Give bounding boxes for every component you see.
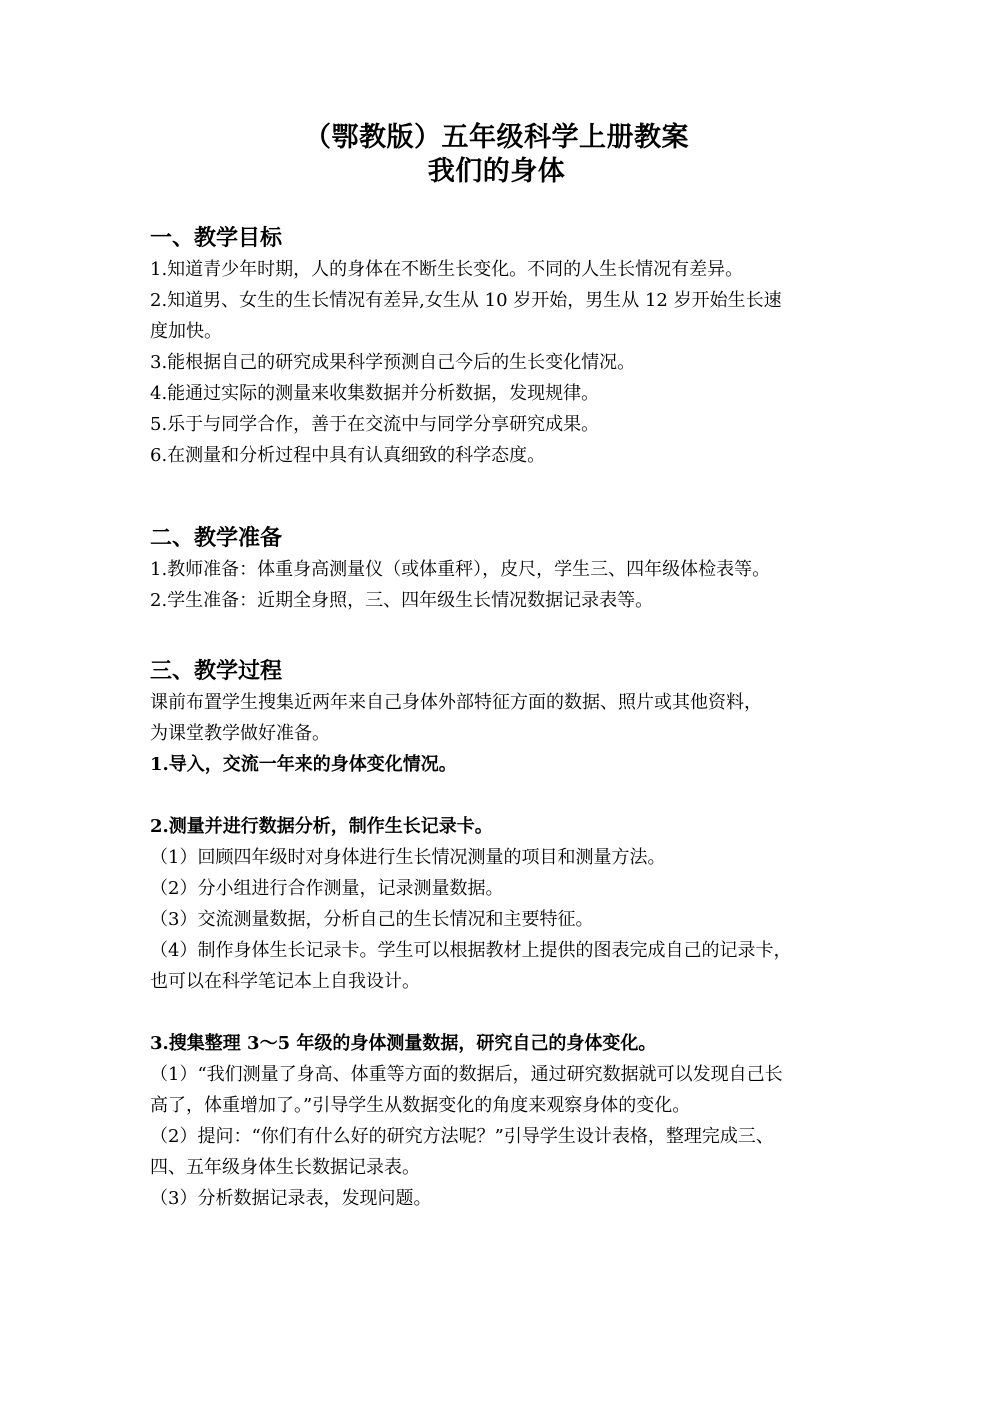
step-title: 2.测量并进行数据分析，制作生长记录卡。 (150, 816, 493, 837)
process-intro: 为课堂教学做好准备。 (150, 723, 330, 744)
step-item: （2）分小组进行合作测量，记录测量数据。 (150, 878, 504, 899)
prep-item: 1.教师准备：体重身高测量仪（或体重秤），皮尺，学生三、四年级体检表等。 (150, 559, 771, 580)
spacer (150, 780, 870, 811)
step-item: （1）“我们测量了身高、体重等方面的数据后，通过研究数据就可以发现自己长 (150, 1064, 783, 1085)
document-subtitle: 我们的身体 (427, 156, 566, 187)
process-intro: 课前布置学生搜集近两年来自己身体外部特征方面的数据、照片或其他资料， (150, 692, 762, 713)
goal-item: 4.能通过实际的测量来收集数据并分析数据，发现规律。 (150, 383, 600, 404)
goal-item: 2.知道男、女生的生长情况有差异,女生从 10 岁开始，男生从 12 岁开始生长速 (150, 290, 782, 311)
step-item: （3）分析数据记录表，发现问题。 (150, 1188, 432, 1209)
step-title: 3.搜集整理 3～5 年级的身体测量数据，研究自己的身体变化。 (150, 1033, 657, 1054)
section-teaching-goals (150, 222, 870, 471)
step-item: （3）交流测量数据，分析自己的生长情况和主要特征。 (150, 909, 594, 930)
document-title: （鄂教版）五年级科学上册教案 (304, 122, 689, 153)
step-item: （1）回顾四年级时对身体进行生长情况测量的项目和测量方法。 (150, 847, 666, 868)
step-item: 也可以在科学笔记本上自我设计。 (150, 971, 420, 992)
section-heading: 一、教学目标 (150, 225, 283, 251)
step-item: （4）制作身体生长记录卡。学生可以根据教材上提供的图表完成自己的记录卡， (150, 940, 792, 961)
section-heading: 二、教学准备 (150, 525, 283, 551)
spacer (150, 997, 870, 1028)
goal-item: 6.在测量和分析过程中具有认真细致的科学态度。 (150, 445, 546, 466)
section-teaching-prep (150, 522, 870, 616)
step-item: 四、五年级身体生长数据记录表。 (150, 1157, 420, 1178)
step-item: 高了，体重增加了。”引导学生从数据变化的角度来观察身体的变化。 (150, 1095, 691, 1116)
section-teaching-process (150, 655, 870, 1214)
step-title: 1.导入，交流一年来的身体变化情况。 (150, 754, 457, 775)
section-heading: 三、教学过程 (150, 658, 283, 684)
goal-item: 3.能根据自己的研究成果科学预测自己今后的生长变化情况。 (150, 352, 636, 373)
goal-item: 度加快。 (150, 321, 222, 342)
goal-item: 5.乐于与同学合作，善于在交流中与同学分享研究成果。 (150, 414, 600, 435)
goal-item: 1.知道青少年时期，人的身体在不断生长变化。不同的人生长情况有差异。 (150, 259, 744, 280)
prep-item: 2.学生准备：近期全身照，三、四年级生长情况数据记录表等。 (150, 590, 654, 611)
step-item: （2）提问：“你们有什么好的研究方法呢？”引导学生设计表格，整理完成三、 (150, 1126, 774, 1147)
